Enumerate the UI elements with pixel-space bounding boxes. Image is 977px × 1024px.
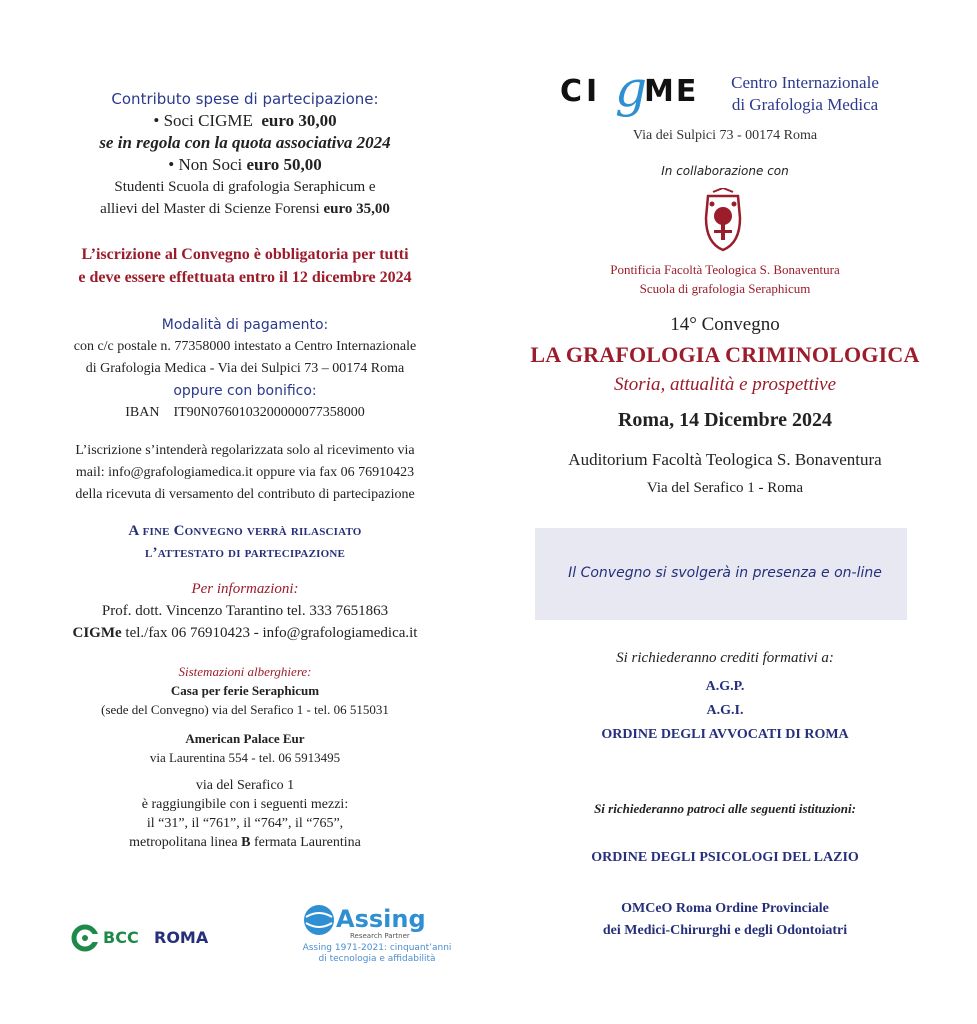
credits-list [520, 675, 930, 747]
cigme-letters-g: g [615, 60, 648, 118]
hotel1-name: Casa per ferie Seraphicum [170, 683, 320, 698]
payment-heading: Modalità di pagamento: [161, 317, 329, 333]
certificate-notice: A fine Convegno verrà rilasciato l’attestato di partecipazione [128, 523, 362, 561]
payment-section [40, 314, 450, 424]
transport-section: via del Serafico 1 è raggiungibile con i seguenti mezzi: il “31”, il “761”, il “764”, il “765”, metropolitana linea B fermata Laurentina [129, 778, 361, 850]
bcc-roma-logo [70, 922, 230, 954]
assing-globe-icon [302, 903, 336, 937]
hotel-section [40, 662, 450, 767]
info-heading: Per informazioni: [191, 581, 299, 597]
patron-omceo: OMCeO Roma Ordine Provinciale dei Medici-Chirurghi e degli Odontoiatri [602, 901, 848, 938]
credit-item: A.G.P. [705, 679, 745, 694]
venue: Auditorium Facoltà Teologica S. Bonaventura [568, 450, 882, 469]
hotel2-name: American Palace Eur [185, 731, 305, 746]
venue-address: Via del Serafico 1 - Roma [646, 480, 804, 496]
hotel2-detail: via Laurentina 554 - tel. 06 5913495 [149, 750, 341, 765]
assing-tagline: Assing 1971-2021: cinquant’anni di tecnologia e affidabilità [302, 943, 452, 964]
hotel1-detail: (sede del Convegno) via del Serafico 1 - tel. 06 515031 [101, 702, 389, 717]
org-address: Via dei Sulpici 73 - 00174 Roma [632, 128, 818, 143]
fee-members: • Soci CIGME euro 30,00 [153, 111, 337, 130]
registration-notice: L’iscrizione al Convegno è obbligatoria per tutti e deve essere effettuata entro il 12 dicembre 2024 [78, 246, 412, 286]
credit-item: A.G.I. [706, 703, 744, 718]
payment-line2: di Grafologia Medica - Via dei Sulpici 73 – 00174 Roma [85, 361, 405, 376]
info-contact: Prof. dott. Vincenzo Tarantino tel. 333 7651863 [101, 603, 389, 619]
cigme-letters-b: ME [644, 74, 699, 109]
fee-heading: Contributo spese di partecipazione: [111, 90, 379, 108]
cigme-logo [560, 60, 700, 126]
assing-sub: Research Partner [350, 932, 410, 940]
cigme-letters-a: CI [560, 74, 602, 109]
fee-section [40, 88, 450, 220]
mode-notice: Il Convegno si svolgerà in presenza e on-line [568, 565, 882, 581]
partner-name: Pontificia Facoltà Teologica S. Bonaventura Scuola di grafologia Seraphicum [610, 262, 840, 296]
org-name: Centro Internazionale di Grafologia Medica [731, 73, 879, 114]
fee-students-line2: allievi del Master di Scienze Forensi euro 35,00 [100, 201, 390, 217]
conference-date: Roma, 14 Dicembre 2024 [617, 409, 833, 431]
fee-nonmembers: • Non Soci euro 50,00 [168, 155, 322, 174]
pontifical-seal-icon [698, 188, 748, 254]
hotel-heading: Sistemazioni alberghiere: [178, 664, 312, 679]
bcc-icon [70, 922, 104, 954]
info-section [40, 578, 450, 644]
roma-text: ROMA [154, 928, 209, 947]
payment-line1: con c/c postale n. 77358000 intestato a Centro Internazionale [73, 339, 417, 354]
conference-title: LA GRAFOLOGIA CRIMINOLOGICA [530, 342, 920, 367]
assing-logo [302, 903, 452, 969]
bcc-text: BCC [103, 928, 139, 947]
iban: IBAN IT90N0760103200000077358000 [125, 405, 365, 420]
assing-name: Assing [336, 905, 426, 933]
conference-subtitle: Storia, attualità e prospettive [614, 374, 836, 395]
collaboration-label: In collaborazione con [661, 164, 789, 178]
fee-students-line1: Studenti Scuola di grafologia Seraphicum e [114, 179, 376, 195]
patronage-heading: Si richiederanno patroci alle seguenti istituzioni: [594, 801, 856, 816]
credits-heading: Si richiederanno crediti formativi a: [616, 650, 834, 666]
edition: 14° Convegno [670, 314, 780, 335]
info-cigme: CIGMe tel./fax 06 76910423 - info@grafologiamedica.it [72, 625, 418, 641]
fee-members-note: se in regola con la quota associativa 2024 [99, 133, 391, 152]
confirmation-text: L’iscrizione s’intenderà regolarizzata solo al ricevimento via mail: info@grafologiamedica.it oppure via fax 06 76910423 della ricevuta di versamento del contributo di partecipazione [75, 443, 415, 502]
bonifico-heading: oppure con bonifico: [173, 383, 317, 399]
patron-psicologi: ORDINE DEGLI PSICOLOGI DEL LAZIO [591, 850, 859, 865]
credit-item: ORDINE DEGLI AVVOCATI DI ROMA [601, 727, 849, 742]
